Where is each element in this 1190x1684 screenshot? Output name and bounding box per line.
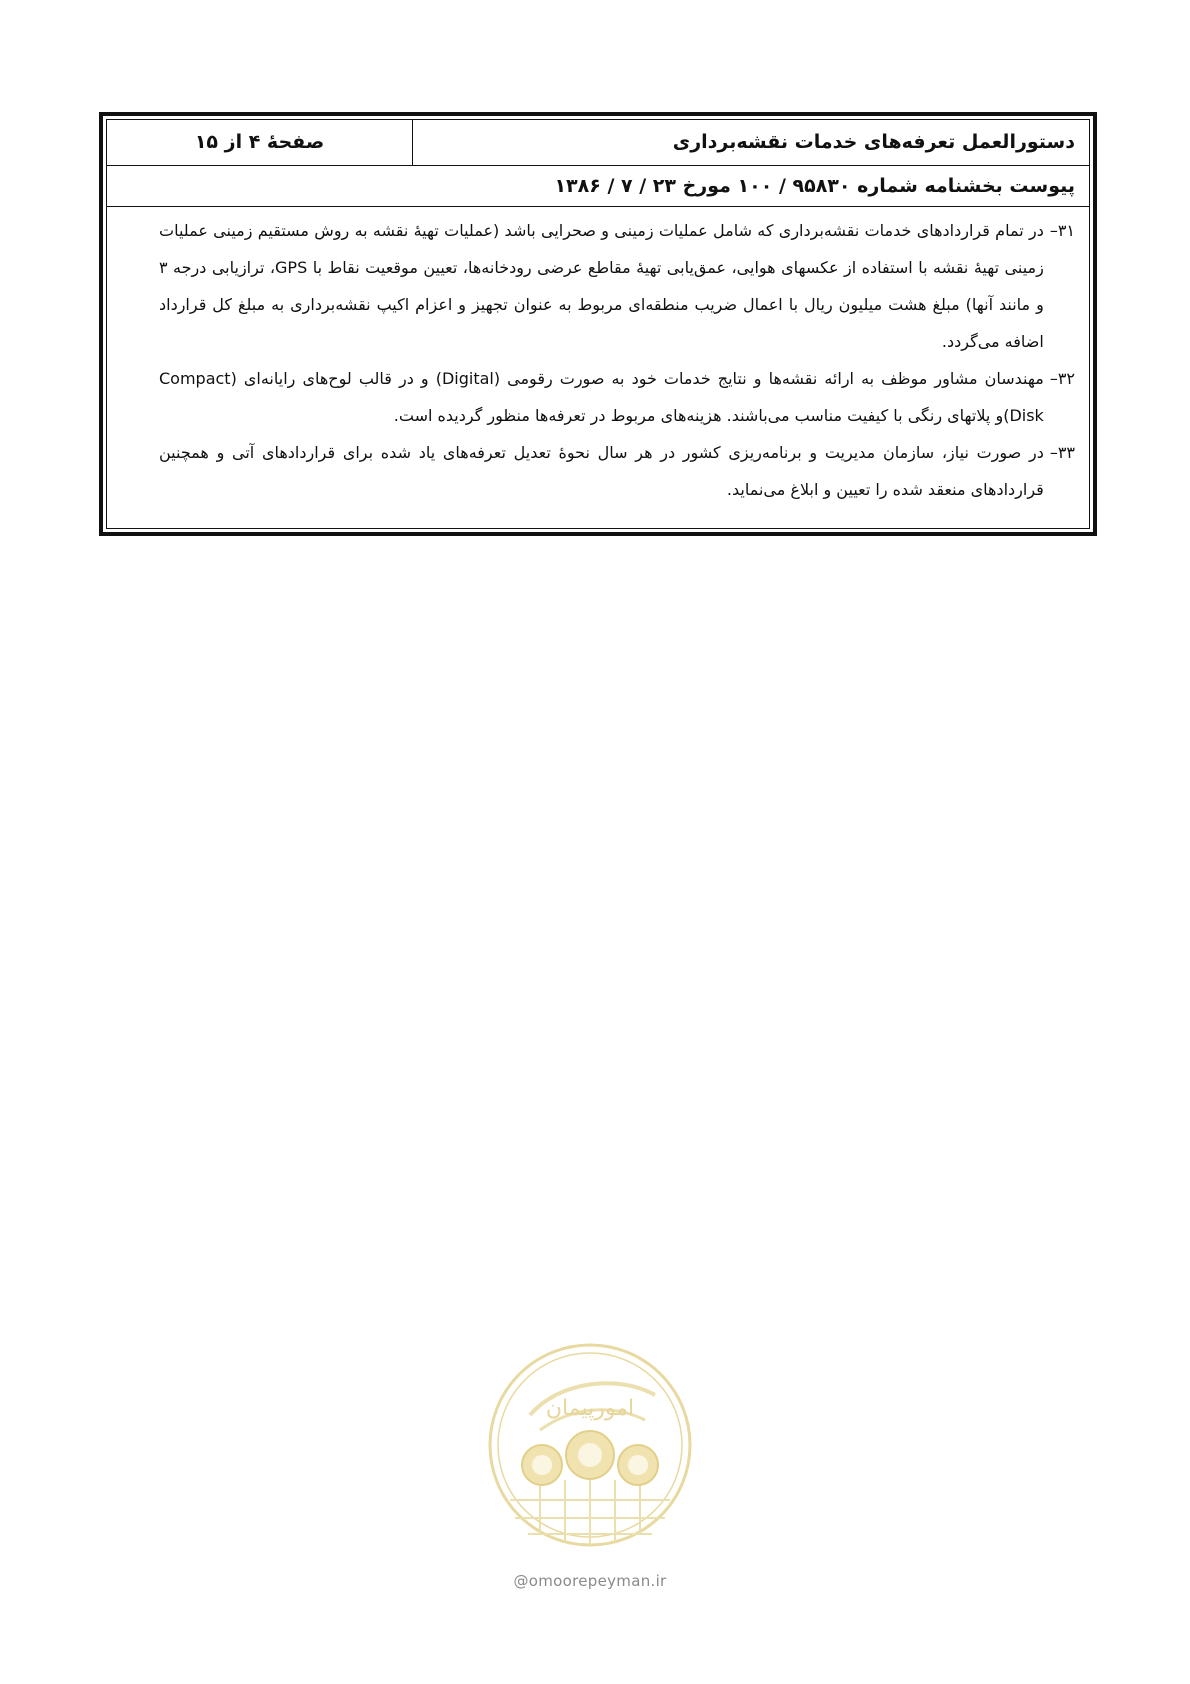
items-list: [107, 207, 1089, 508]
item-text: در تمام قراردادهای خدمات نقشه‌برداری که شامل عملیات زمینی و صحرایی باشد (عملیات تهیهٔ نقشه به روش مستقیم زمینی عملیات زمینی تهیهٔ نقشه با استفاده از عکسهای هوایی، عمق‌یابی تهیهٔ مقاطع عرضی رودخانه‌ها، تعیین موقعیت نقاط با GPS، ترازیابی درجه ۳ و مانند آنها) مبلغ هشت میلیون ریال با اعمال ضریب منطقه‌ای مربوط به عنوان تجهیز و اعزام اکیپ نقشه‌برداری به مبلغ کل قرارداد اضافه می‌گردد.: [159, 221, 1044, 351]
logo-text: امورپیمان: [545, 1396, 635, 1421]
item-number: ۳۳–: [1049, 443, 1075, 462]
item-text: در صورت نیاز، سازمان مدیریت و برنامه‌ریزی کشور در هر سال نحوهٔ تعدیل تعرفه‌های یاد شده برای قراردادهای آتی و همچنین قراردادهای منعقد شده را تعیین و ابلاغ می‌نماید.: [159, 443, 1044, 499]
item-number: ۳۱–: [1049, 221, 1075, 240]
logo-seal-icon: [480, 1320, 700, 1570]
page-number: صفحهٔ ۴ از ۱۵: [107, 120, 413, 165]
list-item: [159, 434, 1075, 508]
item-number: ۳۲–: [1049, 369, 1075, 388]
document-title: دستورالعمل تعرفه‌های خدمات نقشه‌برداری: [672, 131, 1075, 153]
list-item: [159, 212, 1075, 360]
document-frame: [99, 112, 1097, 536]
header-row: [107, 120, 1089, 166]
watermark-caption: @omoorepeyman.ir: [513, 1572, 667, 1590]
list-item: [159, 360, 1075, 434]
watermark-logo: [480, 1320, 700, 1570]
document-table: [106, 119, 1090, 529]
document-subtitle: پیوست بخشنامه شماره ۹۵۸۳۰ / ۱۰۰ مورخ ۲۳ / ۷ / ۱۳۸۶: [107, 166, 1089, 207]
item-text: مهندسان مشاور موظف به ارائه نقشه‌ها و نتایج خدمات خود به صورت رقومی (Digital) و در قالب لوح‌های رایانه‌ای (Compact Disk)و پلاتهای رنگی با کیفیت مناسب می‌باشند. هزینه‌های مربوط در تعرفه‌ها منظور گردیده است.: [159, 369, 1044, 425]
